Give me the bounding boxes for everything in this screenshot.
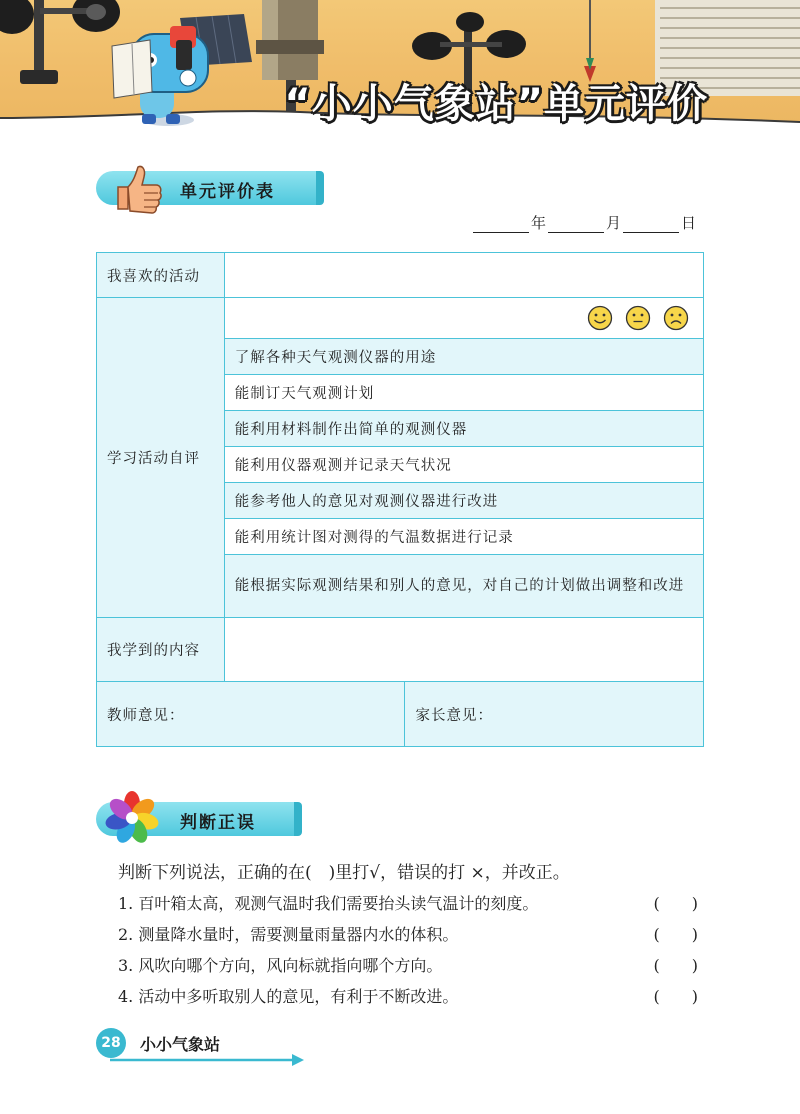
day-label: 日 <box>680 214 696 232</box>
question-text: 2. 测量降水量时，需要测量雨量器内水的体积。 <box>118 925 459 944</box>
year-blank[interactable] <box>473 216 529 233</box>
table-row <box>97 618 704 682</box>
page-footer <box>96 1024 306 1068</box>
row-label-self-eval: 学习活动自评 <box>97 298 225 618</box>
learned-answer-cell[interactable] <box>224 618 703 682</box>
self-eval-item[interactable]: 能利用统计图对测得的气温数据进行记录 <box>224 519 703 555</box>
list-item <box>118 981 706 1012</box>
month-blank[interactable] <box>548 216 604 233</box>
list-item <box>118 888 706 919</box>
question-text: 3. 风吹向哪个方向，风向标就指向哪个方向。 <box>118 956 443 975</box>
table-row <box>97 298 704 339</box>
answer-blank[interactable]: ( ) <box>653 925 698 944</box>
list-item <box>118 919 706 950</box>
page-title: “小小气象站”单元评价 <box>284 81 708 127</box>
page-number: 28 <box>96 1028 126 1058</box>
answer-blank[interactable]: ( ) <box>653 894 698 913</box>
answer-blank[interactable]: ( ) <box>653 987 698 1006</box>
self-eval-item[interactable]: 能制订天气观测计划 <box>224 375 703 411</box>
rating-faces <box>235 305 693 331</box>
parent-opinion-cell[interactable]: 家长意见： <box>405 682 704 747</box>
day-blank[interactable] <box>623 216 679 233</box>
question-instructions: 判断下列说法，正确的在( )里打√，错误的打 ×，并改正。 <box>118 863 570 883</box>
list-item <box>118 950 706 981</box>
wind-vane-icon <box>584 0 596 82</box>
row-label-activity: 我喜欢的活动 <box>97 253 225 298</box>
self-eval-item[interactable]: 能参考他人的意见对观测仪器进行改进 <box>224 483 703 519</box>
banner-label: 单元评价表 <box>180 182 275 202</box>
page-header <box>0 0 800 150</box>
self-eval-item[interactable]: 能根据实际观测结果和别人的意见，对自己的计划做出调整和改进 <box>224 555 703 618</box>
year-label: 年 <box>530 214 546 232</box>
smile-face-icon <box>587 305 613 331</box>
evaluation-table <box>96 252 704 747</box>
anemometer-left-icon <box>0 0 120 84</box>
self-eval-item[interactable]: 能利用仪器观测并记录天气状况 <box>224 447 703 483</box>
table-row <box>97 253 704 298</box>
answer-blank[interactable]: ( ) <box>653 956 698 975</box>
question-text: 4. 活动中多听取别人的意见，有利于不断改进。 <box>118 987 459 1006</box>
activity-answer-cell[interactable] <box>224 253 703 298</box>
footer-title: 小小气象站 <box>140 1035 221 1054</box>
row-label-learned: 我学到的内容 <box>97 618 225 682</box>
rating-header-cell <box>224 298 703 339</box>
table-row <box>97 682 704 747</box>
self-eval-item[interactable]: 能利用材料制作出简单的观测仪器 <box>224 411 703 447</box>
sad-face-icon <box>663 305 689 331</box>
self-eval-item[interactable]: 了解各种天气观测仪器的用途 <box>224 339 703 375</box>
neutral-face-icon <box>625 305 651 331</box>
banner-label: 判断正误 <box>180 813 256 833</box>
section-banner-evaluation <box>96 171 324 205</box>
question-text: 1. 百叶箱太高，观测气温时我们需要抬头读气温计的刻度。 <box>118 894 539 913</box>
section-banner-judgement <box>96 802 302 836</box>
thumbs-up-icon <box>104 157 164 217</box>
question-list <box>118 888 706 1012</box>
month-label: 月 <box>605 214 621 232</box>
flower-icon <box>104 788 164 848</box>
mascot-reading-icon <box>112 26 208 126</box>
teacher-opinion-cell[interactable]: 教师意见： <box>97 682 405 747</box>
date-line <box>473 212 696 233</box>
